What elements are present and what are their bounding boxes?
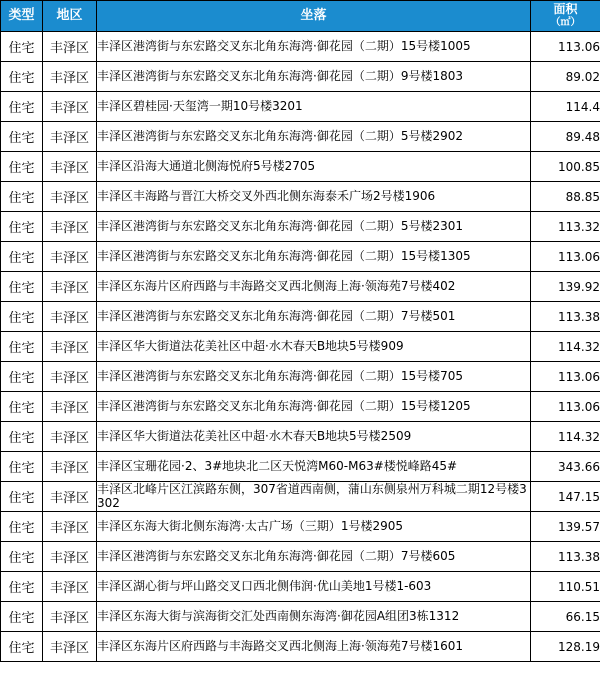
table-row [1, 422, 600, 452]
cell-district: 丰泽区 [43, 182, 97, 212]
cell-area: 66.15 [531, 602, 600, 632]
cell-address: 丰泽区华大街道法花美社区中超·水木春天B地块5号楼2509 [97, 422, 531, 452]
cell-area: 88.85 [531, 182, 600, 212]
cell-district: 丰泽区 [43, 272, 97, 302]
cell-area: 114.32 [531, 332, 600, 362]
table-row [1, 572, 600, 602]
header-row [1, 1, 600, 32]
cell-type: 住宅 [1, 302, 43, 332]
cell-area: 89.48 [531, 122, 600, 152]
cell-area: 113.06 [531, 362, 600, 392]
cell-type: 住宅 [1, 92, 43, 122]
cell-district: 丰泽区 [43, 602, 97, 632]
cell-area: 128.19 [531, 632, 600, 662]
header-district: 地区 [43, 1, 97, 32]
table-row [1, 152, 600, 182]
cell-address: 丰泽区沿海大通道北侧海悦府5号楼2705 [97, 152, 531, 182]
cell-address: 丰泽区港湾街与东宏路交叉东北角东海湾·御花园（二期）15号楼1005 [97, 32, 531, 62]
cell-address: 丰泽区宝珊花园·2、3#地块北二区天悦湾M60-M63#楼悦峰路45# [97, 452, 531, 482]
cell-area: 113.32 [531, 212, 600, 242]
cell-address: 丰泽区港湾街与东宏路交叉东北角东海湾·御花园（二期）7号楼605 [97, 542, 531, 572]
cell-address: 丰泽区东海大街与滨海街交汇处西南侧东海湾·御花园A组团3栋1312 [97, 602, 531, 632]
table-row [1, 542, 600, 572]
table-row [1, 32, 600, 62]
cell-district: 丰泽区 [43, 62, 97, 92]
cell-address: 丰泽区东海片区府西路与丰海路交叉西北侧海上海·领海苑7号楼402 [97, 272, 531, 302]
table-row [1, 602, 600, 632]
table-row [1, 212, 600, 242]
cell-district: 丰泽区 [43, 302, 97, 332]
table-row [1, 302, 600, 332]
cell-area: 113.06 [531, 392, 600, 422]
cell-type: 住宅 [1, 152, 43, 182]
cell-type: 住宅 [1, 542, 43, 572]
header-address: 坐落 [97, 1, 531, 32]
cell-area: 100.85 [531, 152, 600, 182]
cell-type: 住宅 [1, 212, 43, 242]
cell-area: 147.15 [531, 482, 600, 512]
cell-district: 丰泽区 [43, 32, 97, 62]
cell-district: 丰泽区 [43, 422, 97, 452]
table-row [1, 632, 600, 662]
header-area [531, 1, 600, 32]
cell-area: 113.38 [531, 302, 600, 332]
cell-type: 住宅 [1, 452, 43, 482]
cell-type: 住宅 [1, 122, 43, 152]
header-area-label: 面积 [553, 2, 578, 16]
table-row [1, 332, 600, 362]
cell-address: 丰泽区碧桂园·天玺湾一期10号楼3201 [97, 92, 531, 122]
table-row [1, 362, 600, 392]
cell-address: 丰泽区港湾街与东宏路交叉东北角东海湾·御花园（二期）5号楼2301 [97, 212, 531, 242]
table-row [1, 92, 600, 122]
table-row [1, 452, 600, 482]
cell-type: 住宅 [1, 332, 43, 362]
cell-district: 丰泽区 [43, 332, 97, 362]
cell-type: 住宅 [1, 512, 43, 542]
table-row [1, 62, 600, 92]
cell-area: 343.66 [531, 452, 600, 482]
header-type: 类型 [1, 1, 43, 32]
cell-district: 丰泽区 [43, 122, 97, 152]
cell-district: 丰泽区 [43, 392, 97, 422]
cell-address: 丰泽区港湾街与东宏路交叉东北角东海湾·御花园（二期）9号楼1803 [97, 62, 531, 92]
cell-address: 丰泽区华大街道法花美社区中超·水木春天B地块5号楼909 [97, 332, 531, 362]
cell-type: 住宅 [1, 392, 43, 422]
cell-area: 139.92 [531, 272, 600, 302]
cell-type: 住宅 [1, 632, 43, 662]
table-row [1, 272, 600, 302]
cell-address: 丰泽区港湾街与东宏路交叉东北角东海湾·御花园（二期）15号楼705 [97, 362, 531, 392]
cell-type: 住宅 [1, 182, 43, 212]
cell-area: 113.06 [531, 32, 600, 62]
cell-district: 丰泽区 [43, 632, 97, 662]
cell-type: 住宅 [1, 482, 43, 512]
cell-district: 丰泽区 [43, 92, 97, 122]
cell-address: 丰泽区东海片区府西路与丰海路交叉西北侧海上海·领海苑7号楼1601 [97, 632, 531, 662]
cell-area: 110.51 [531, 572, 600, 602]
cell-type: 住宅 [1, 32, 43, 62]
cell-district: 丰泽区 [43, 482, 97, 512]
cell-type: 住宅 [1, 602, 43, 632]
cell-type: 住宅 [1, 242, 43, 272]
cell-area: 113.06 [531, 242, 600, 272]
cell-type: 住宅 [1, 572, 43, 602]
header-area-unit: （㎡） [550, 17, 581, 28]
cell-address: 丰泽区湖心街与坪山路交叉口西北侧伟润·优山美地1号楼1-603 [97, 572, 531, 602]
cell-district: 丰泽区 [43, 452, 97, 482]
cell-area: 113.38 [531, 542, 600, 572]
table-row [1, 482, 600, 512]
cell-address: 丰泽区港湾街与东宏路交叉东北角东海湾·御花园（二期）15号楼1205 [97, 392, 531, 422]
cell-address: 丰泽区东海大街北侧东海湾·太古广场（三期）1号楼2905 [97, 512, 531, 542]
table-row [1, 242, 600, 272]
cell-district: 丰泽区 [43, 542, 97, 572]
cell-area: 89.02 [531, 62, 600, 92]
cell-district: 丰泽区 [43, 362, 97, 392]
cell-address: 丰泽区北峰片区江滨路东侧，307省道西南侧，蒲山东侧泉州万科城二期12号楼3302 [97, 482, 531, 512]
cell-address: 丰泽区丰海路与晋江大桥交叉外西北侧东海泰禾广场2号楼1906 [97, 182, 531, 212]
table-row [1, 182, 600, 212]
cell-type: 住宅 [1, 62, 43, 92]
cell-area: 139.57 [531, 512, 600, 542]
cell-district: 丰泽区 [43, 572, 97, 602]
cell-address: 丰泽区港湾街与东宏路交叉东北角东海湾·御花园（二期）15号楼1305 [97, 242, 531, 272]
cell-address: 丰泽区港湾街与东宏路交叉东北角东海湾·御花园（二期）5号楼2902 [97, 122, 531, 152]
table-body [1, 32, 600, 662]
table-header [1, 1, 600, 32]
cell-district: 丰泽区 [43, 212, 97, 242]
cell-type: 住宅 [1, 272, 43, 302]
cell-address: 丰泽区港湾街与东宏路交叉东北角东海湾·御花园（二期）7号楼501 [97, 302, 531, 332]
table-row [1, 122, 600, 152]
cell-type: 住宅 [1, 362, 43, 392]
cell-type: 住宅 [1, 422, 43, 452]
table-row [1, 392, 600, 422]
cell-district: 丰泽区 [43, 512, 97, 542]
cell-district: 丰泽区 [43, 152, 97, 182]
table-row [1, 512, 600, 542]
cell-area: 114.32 [531, 422, 600, 452]
cell-district: 丰泽区 [43, 242, 97, 272]
cell-area: 114.4 [531, 92, 600, 122]
